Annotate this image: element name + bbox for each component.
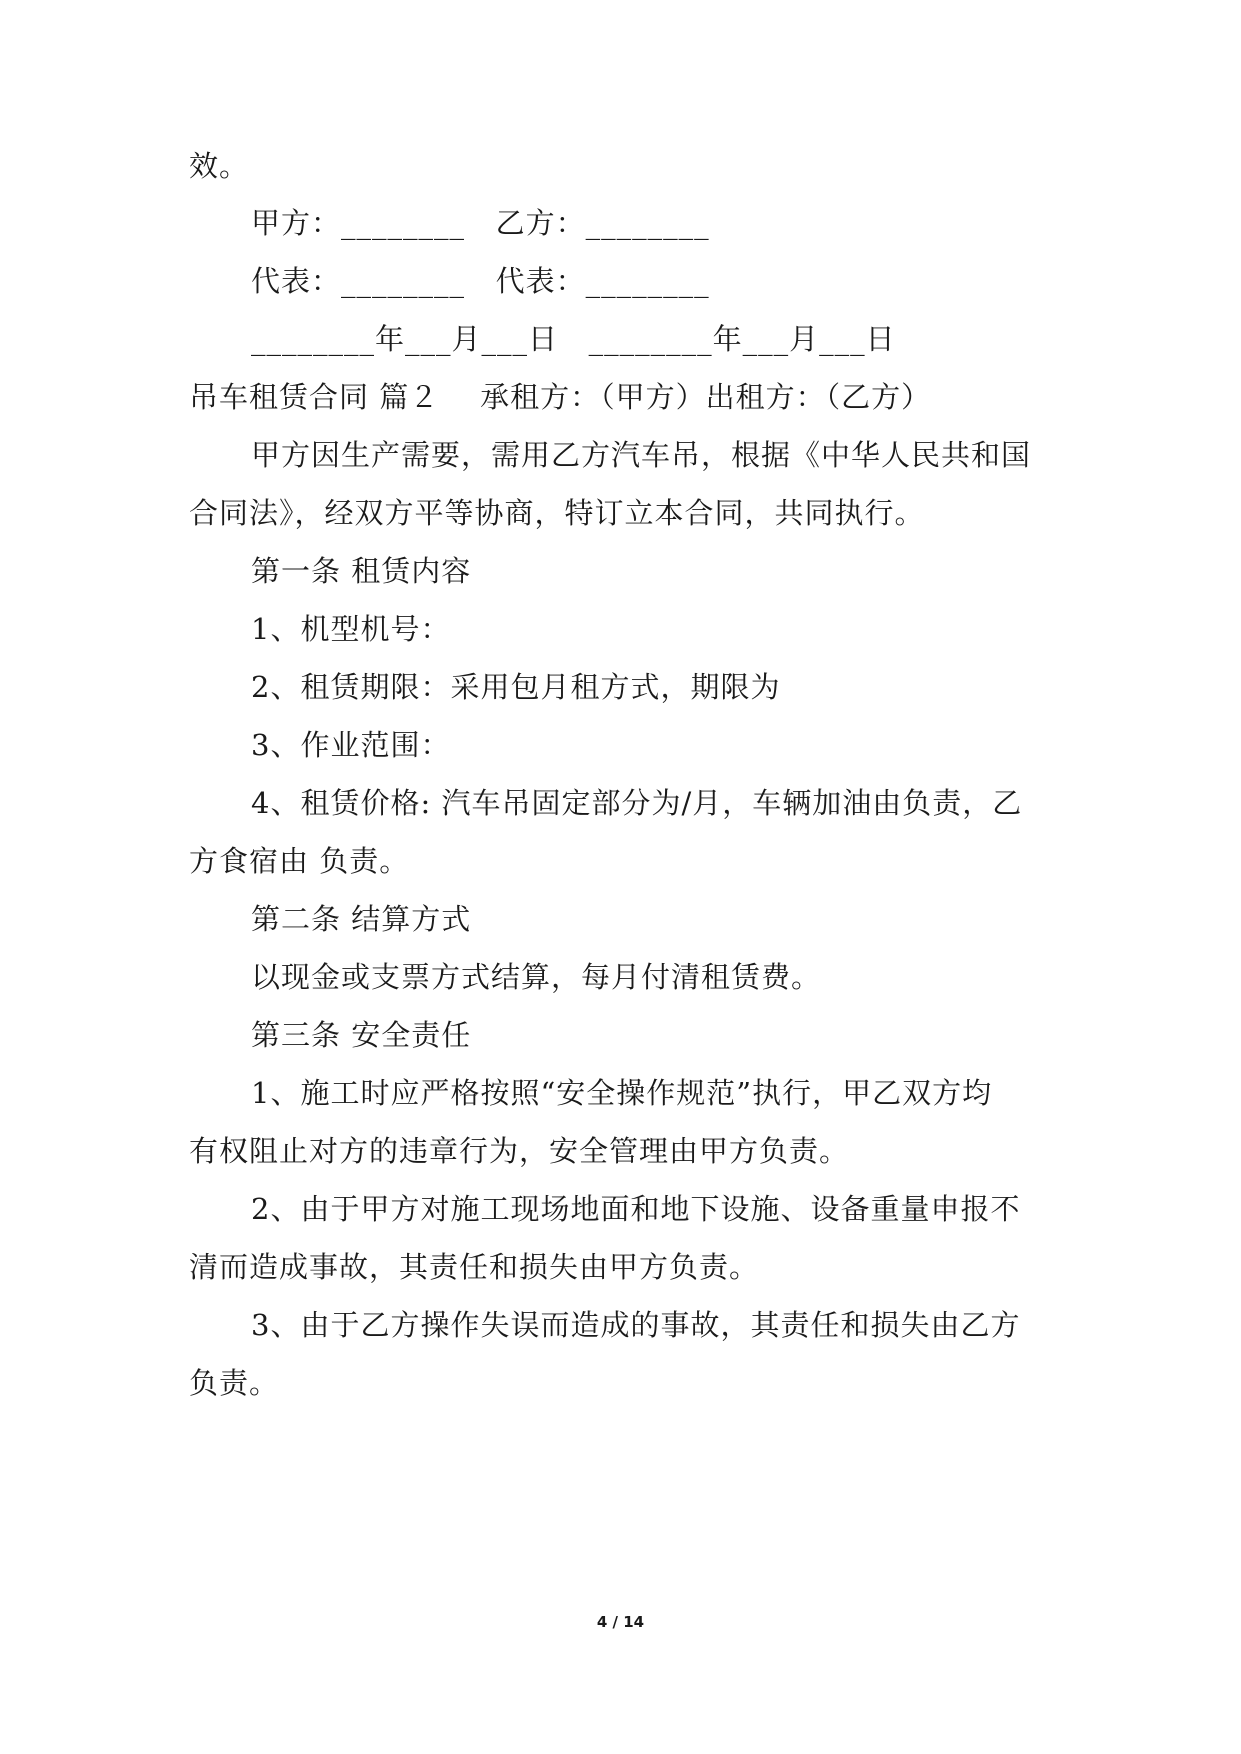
text-line: 合同法》，经双方平等协商，特订立本合同，共同执行。 <box>189 496 925 530</box>
text-line: 吊车租赁合同 篇２ 承租方：（甲方）出租方：（乙方） <box>189 380 932 414</box>
text-line: 1、机型机号： <box>251 612 451 646</box>
text-line: 第一条 租赁内容 <box>251 554 472 588</box>
text-line: 3、作业范围： <box>251 728 451 762</box>
page-number: 4 / 14 <box>596 1613 645 1631</box>
text-line: 效。 <box>189 149 250 183</box>
text-line: 3、由于乙方操作失误而造成的事故，其责任和损失由乙方 <box>251 1308 1021 1342</box>
text-line: 2、由于甲方对施工现场地面和地下设施、设备重量申报不 <box>251 1192 1021 1226</box>
text-line: 清而造成事故，其责任和损失由甲方负责。 <box>189 1250 760 1284</box>
text-line: 1、施工时应严格按照“安全操作规范”执行，甲乙双方均 <box>251 1076 993 1110</box>
text-line: 有权阻止对方的违章行为，安全管理由甲方负责。 <box>189 1134 850 1168</box>
text-line: 甲方因生产需要，需用乙方汽车吊，根据《中华人民共和国 <box>251 438 1032 472</box>
text-line: 第二条 结算方式 <box>251 902 472 936</box>
text-line: 4、租赁价格: 汽车吊固定部分为/月，车辆加油由负责，乙 <box>251 786 1023 820</box>
text-line: 2、租赁期限：采用包月租方式，期限为 <box>251 670 781 704</box>
text-line: 方食宿由 负责。 <box>189 844 410 878</box>
text-line: 负责。 <box>189 1366 280 1400</box>
text-line: ________年___月___日 ________年___月___日 <box>251 322 896 356</box>
text-line: 第三条 安全责任 <box>251 1018 472 1052</box>
text-line: 代表：________ 代表：________ <box>251 264 710 298</box>
text-line: 以现金或支票方式结算，每月付清租赁费。 <box>251 960 822 994</box>
text-line: 甲方：________ 乙方：________ <box>251 206 710 240</box>
